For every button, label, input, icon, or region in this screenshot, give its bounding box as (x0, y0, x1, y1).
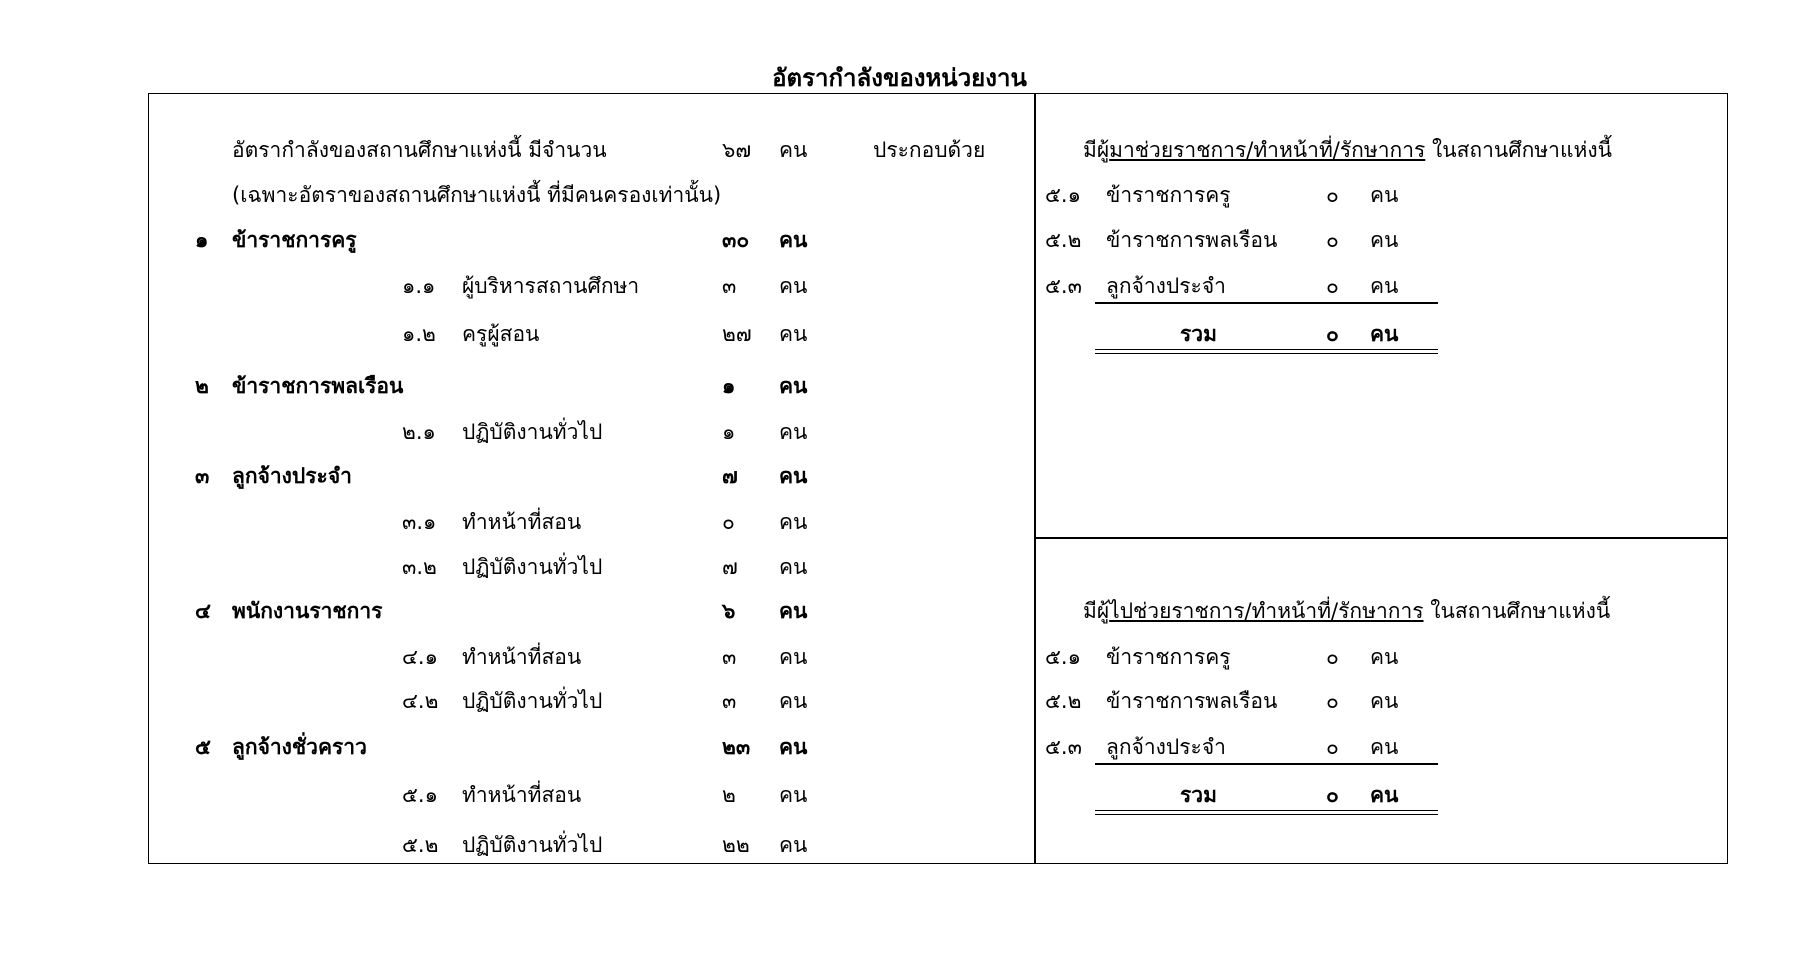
total-staff-count: ๖๗ (722, 138, 752, 162)
subcategory-unit: คน (779, 833, 808, 857)
outgoing-row-label: ลูกจ้างประจำ (1106, 735, 1226, 759)
category-count: ๖ (722, 599, 736, 623)
subcategory-number: ๑.๒ (402, 322, 436, 346)
subcategory-label: ครูผู้สอน (462, 322, 540, 346)
subcategory-unit: คน (779, 689, 808, 713)
subcategory-unit: คน (779, 420, 808, 444)
outgoing-row-unit: คน (1370, 735, 1399, 759)
subcategory-number: ๔.๑ (402, 645, 438, 669)
total-staff-unit: คน (779, 138, 808, 162)
category-label: ลูกจ้างประจำ (232, 464, 352, 488)
incoming-row-count: ๐ (1326, 274, 1339, 298)
right-section-divider (1034, 537, 1728, 539)
category-number: ๔ (195, 599, 211, 623)
incoming-row-label: ลูกจ้างประจำ (1106, 274, 1226, 298)
outgoing-heading (1083, 597, 1610, 625)
subcategory-unit: คน (779, 274, 808, 298)
outgoing-heading-suffix: ในสถานศึกษาแห่งนี้ (1423, 599, 1611, 623)
category-unit: คน (779, 599, 808, 623)
category-number: ๓ (195, 464, 210, 488)
subcategory-number: ๑.๑ (402, 274, 436, 298)
subcategory-count: ๐ (722, 510, 735, 534)
subcategory-count: ๗ (722, 555, 738, 579)
subcategory-unit: คน (779, 555, 808, 579)
composed-of-label: ประกอบด้วย (873, 138, 986, 162)
subcategory-number: ๓.๑ (402, 510, 437, 534)
incoming-row-number: ๕.๑ (1045, 183, 1081, 207)
subcategory-label: ปฏิบัติงานทั่วไป (462, 689, 603, 713)
category-label: ลูกจ้างชั่วคราว (232, 735, 367, 759)
subcategory-label: ทำหน้าที่สอน (462, 510, 582, 534)
incoming-row-unit: คน (1370, 228, 1399, 252)
outgoing-subtotal-line (1095, 763, 1438, 765)
outgoing-total-double-line (1095, 810, 1438, 815)
incoming-total-unit: คน (1370, 322, 1399, 346)
category-count: ๑ (722, 374, 736, 398)
subcategory-number: ๒.๑ (402, 420, 436, 444)
incoming-row-unit: คน (1370, 274, 1399, 298)
outgoing-row-unit: คน (1370, 645, 1399, 669)
category-unit: คน (779, 464, 808, 488)
subcategory-number: ๓.๒ (402, 555, 437, 579)
incoming-row-label: ข้าราชการครู (1106, 183, 1231, 207)
total-staff-label: อัตรากำลังของสถานศึกษาแห่งนี้ มีจำนวน (232, 138, 607, 162)
outgoing-row-count: ๐ (1326, 645, 1339, 669)
outgoing-row-label: ข้าราชการครู (1106, 645, 1231, 669)
outgoing-heading-underlined: ไปช่วยราชการ/ทำหน้าที่/รักษาการ (1109, 599, 1424, 623)
subcategory-count: ๓ (722, 689, 737, 713)
subcategory-unit: คน (779, 645, 808, 669)
subcategory-label: ทำหน้าที่สอน (462, 783, 582, 807)
page-title: อัตรากำลังของหน่วยงาน (772, 64, 1027, 92)
subcategory-unit: คน (779, 510, 808, 534)
subcategory-label: ปฏิบัติงานทั่วไป (462, 555, 603, 579)
subcategory-count: ๓ (722, 274, 737, 298)
incoming-heading-prefix: มีผู้ (1083, 138, 1110, 162)
scope-note: (เฉพาะอัตราของสถานศึกษาแห่งนี้ ที่มีคนครองเท่านั้น) (232, 183, 722, 207)
subcategory-unit: คน (779, 322, 808, 346)
incoming-total-label: รวม (1180, 322, 1217, 346)
subcategory-number: ๕.๑ (402, 783, 438, 807)
outgoing-total-label: รวม (1180, 783, 1217, 807)
category-label: ข้าราชการพลเรือน (232, 374, 404, 398)
outgoing-total-unit: คน (1370, 783, 1399, 807)
category-unit: คน (779, 374, 808, 398)
outgoing-row-label: ข้าราชการพลเรือน (1106, 689, 1278, 713)
incoming-heading (1083, 136, 1612, 164)
category-number: ๕ (195, 735, 211, 759)
subcategory-unit: คน (779, 783, 808, 807)
subcategory-count: ๒ (722, 783, 736, 807)
incoming-row-count: ๐ (1326, 228, 1339, 252)
outgoing-row-count: ๐ (1326, 689, 1339, 713)
incoming-heading-underlined: มาช่วยราชการ/ทำหน้าที่/รักษาการ (1109, 138, 1426, 162)
outgoing-total-count: ๐ (1326, 783, 1339, 807)
category-count: ๗ (722, 464, 738, 488)
outgoing-row-number: ๕.๑ (1045, 645, 1081, 669)
incoming-total-count: ๐ (1326, 322, 1339, 346)
incoming-subtotal-line (1095, 302, 1438, 304)
category-unit: คน (779, 735, 808, 759)
subcategory-count: ๓ (722, 645, 737, 669)
incoming-row-label: ข้าราชการพลเรือน (1106, 228, 1278, 252)
category-count: ๓๐ (722, 228, 750, 252)
outgoing-row-number: ๕.๒ (1045, 689, 1082, 713)
subcategory-number: ๔.๒ (402, 689, 439, 713)
category-number: ๑ (195, 228, 209, 252)
subcategory-label: ปฏิบัติงานทั่วไป (462, 420, 603, 444)
outgoing-row-unit: คน (1370, 689, 1399, 713)
category-unit: คน (779, 228, 808, 252)
column-divider (1034, 93, 1036, 864)
outgoing-heading-prefix: มีผู้ (1083, 599, 1110, 623)
outgoing-row-count: ๐ (1326, 735, 1339, 759)
category-label: ข้าราชการครู (232, 228, 357, 252)
category-number: ๒ (195, 374, 209, 398)
subcategory-label: ทำหน้าที่สอน (462, 645, 582, 669)
category-count: ๒๓ (722, 735, 751, 759)
subcategory-label: ผู้บริหารสถานศึกษา (462, 274, 640, 298)
incoming-heading-suffix: ในสถานศึกษาแห่งนี้ (1425, 138, 1612, 162)
incoming-row-number: ๕.๒ (1045, 228, 1082, 252)
incoming-row-number: ๕.๓ (1045, 274, 1082, 298)
subcategory-label: ปฏิบัติงานทั่วไป (462, 833, 603, 857)
outgoing-row-number: ๕.๓ (1045, 735, 1082, 759)
incoming-total-double-line (1095, 349, 1438, 354)
incoming-row-count: ๐ (1326, 183, 1339, 207)
subcategory-count: ๑ (722, 420, 736, 444)
subcategory-number: ๕.๒ (402, 833, 439, 857)
subcategory-count: ๒๒ (722, 833, 750, 857)
category-label: พนักงานราชการ (232, 599, 383, 623)
subcategory-count: ๒๗ (722, 322, 752, 346)
incoming-row-unit: คน (1370, 183, 1399, 207)
